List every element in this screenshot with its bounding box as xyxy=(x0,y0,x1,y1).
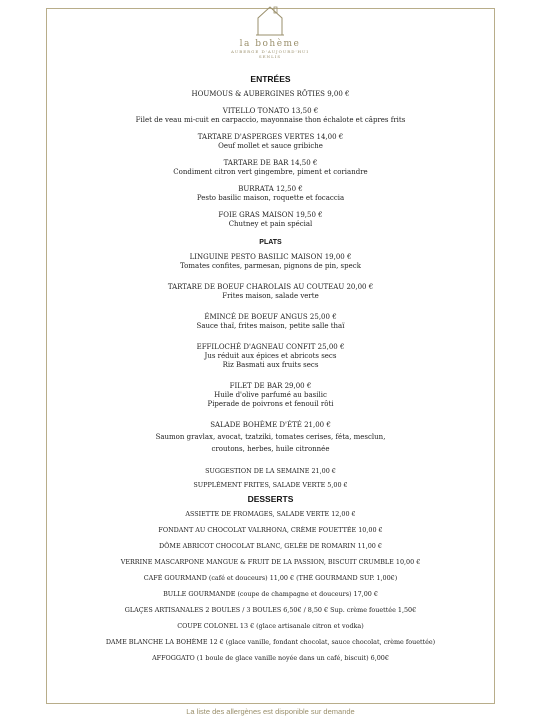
supplement-line: SUPPLÉMENT FRITES, SALADE VERTE 5,00 € xyxy=(193,481,348,489)
dish-description: Huile d'olive parfumé au basilic xyxy=(214,391,327,399)
logo-city: SENLIS xyxy=(258,54,282,59)
dish-description: Sauce thaï, frites maison, petite salle thaï xyxy=(196,322,345,330)
dish-name: TARTARE D'ASPERGES VERTES 14,00 € xyxy=(197,133,344,141)
dish-description: Filet de veau mi-cuit en carpaccio, mayonnaise thon échalote et câpres frits xyxy=(135,116,406,124)
dessert-item: FONDANT AU CHOCOLAT VALRHONA, CRÈME FOUETTÉE 10,00 € xyxy=(158,526,383,534)
dessert-item: AFFOGGATO (1 boule de glace vanille noyée dans un café, biscuit) 6,00€ xyxy=(152,654,389,662)
dish-name: FOIE GRAS MAISON 19,50 € xyxy=(218,211,323,219)
dessert-item: GLAÇES ARTISANALES 2 BOULES / 3 BOULES 6,50€ / 8,50 € Sup. crème fouettée 1,50€ xyxy=(124,606,417,614)
dish-description: Riz Basmati aux fruits secs xyxy=(222,361,319,369)
section-title-desserts: DESSERTS xyxy=(247,494,294,504)
dish-description: Jus réduit aux épices et abricots secs xyxy=(204,352,337,360)
allergen-footer: La liste des allergènes est disponible sur demande xyxy=(186,707,355,716)
suggestion-of-the-week: SUGGESTION DE LA SEMAINE 21,00 € xyxy=(205,467,336,475)
dish-name: LINGUINE PESTO BASILIC MAISON 19,00 € xyxy=(189,253,352,261)
dessert-item: CAFÉ GOURMAND (café et douceurs) 11,00 € (THÉ GOURMAND SUP. 1,00€) xyxy=(143,574,398,582)
dish-name: EFFILOCHÉ D'AGNEAU CONFIT 25,00 € xyxy=(196,343,345,351)
dish-description: Tomates confites, parmesan, pignons de pin, speck xyxy=(180,262,361,270)
dish-description: Saumon gravlax, avocat, tzatziki, tomates cerises, féta, mesclun, xyxy=(155,433,386,441)
dessert-item: ASSIETTE DE FROMAGES, SALADE VERTE 12,00 € xyxy=(185,510,356,518)
dish-name: SALADE BOHÈME D'ÉTÉ 21,00 € xyxy=(210,421,331,429)
dessert-item: DÔME ABRICOT CHOCOLAT BLANC, GELÉE DE ROMARIN 11,00 € xyxy=(159,542,382,550)
dish-description: Pesto basilic maison, roquette et focaccia xyxy=(196,194,345,202)
dish-description: Piperade de poivrons et fenouil rôti xyxy=(207,400,334,408)
dish-name: VITELLO TONATO 13,50 € xyxy=(222,107,319,115)
section-title-plats: PLATS xyxy=(259,239,282,246)
dessert-item: COUPE COLONEL 13 € (glace artisanale citron et vodka) xyxy=(177,622,364,630)
dish-name: BURRATA 12,50 € xyxy=(238,185,303,193)
dish-name: TARTARE DE BAR 14,50 € xyxy=(223,159,318,167)
restaurant-logo xyxy=(0,2,540,59)
dish-description: Condiment citron vert gingembre, piment et coriandre xyxy=(173,168,368,176)
dish-name: TARTARE DE BOEUF CHAROLAIS AU COUTEAU 20,00 € xyxy=(167,283,374,291)
logo-subtitle: AUBERGE D'AUJOURD'HUI xyxy=(231,49,309,54)
dish-description: Frites maison, salade verte xyxy=(222,292,319,300)
dish-description: croutons, herbes, huile citronnée xyxy=(211,445,330,453)
dessert-item: BULLE GOURMANDE (coupe de champagne et douceurs) 17,00 € xyxy=(163,590,378,598)
dish-name: ÉMINCÉ DE BOEUF ANGUS 25,00 € xyxy=(204,313,337,321)
dish-name: FILET DE BAR 29,00 € xyxy=(229,382,312,390)
dish-description: Oeuf mollet et sauce gribiche xyxy=(218,142,323,150)
dish-description: Chutney et pain spécial xyxy=(228,220,313,228)
section-title-entrees: ENTRÉES xyxy=(250,74,291,84)
dessert-item: DAME BLANCHE LA BOHÈME 12 € (glace vanille, fondant chocolat, sauce chocolat, crème fouettée) xyxy=(105,638,436,646)
menu-content xyxy=(46,74,495,662)
dessert-item: VERRINE MASCARPONE MANGUE & FRUIT DE LA PASSION, BISCUIT CRUMBLE 10,00 € xyxy=(120,558,421,566)
dish-name: HOUMOUS & AUBERGINES RÔTIES 9,00 € xyxy=(191,90,350,98)
logo-name: la bohème xyxy=(239,39,301,49)
house-logo-icon xyxy=(255,2,285,36)
